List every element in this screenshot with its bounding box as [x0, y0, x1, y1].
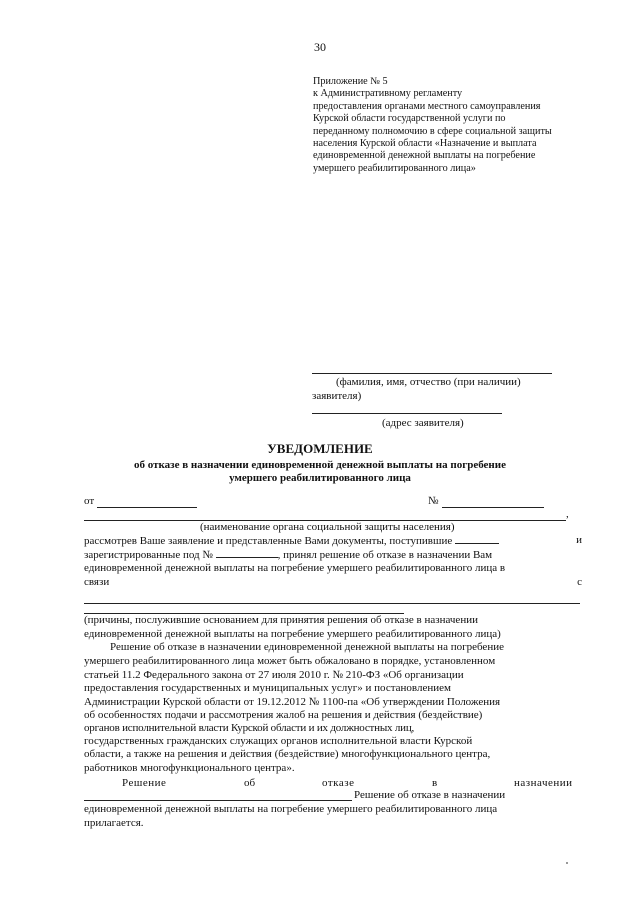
registration-number-blank [216, 548, 278, 558]
notice-subtitle-2: умершего реабилитированного лица [229, 472, 411, 484]
notice-title: УВЕДОМЛЕНИЕ [267, 441, 373, 456]
applicant-name-caption-2: заявителя) [312, 390, 362, 402]
decision-line: единовременной денежной выплаты на погребение умершего реабилитированного лица [84, 803, 498, 815]
scan-speck [566, 862, 568, 864]
appendix-line: Приложение № 5 [313, 76, 388, 87]
decision-word: в [432, 777, 438, 789]
appeal-line: Администрации Курской области от 19.12.2012 № 1100-па «Об утверждении Положения [84, 696, 501, 708]
paragraph-line: единовременной денежной выплаты на погребение умершего реабилитированного лица в [84, 562, 506, 574]
paragraph-line [84, 548, 584, 561]
applicant-address-caption: (адрес заявителя) [382, 417, 464, 429]
decision-word: назначении [514, 777, 573, 789]
text-segment: , принял решение об отказе в назначении Вам [277, 549, 493, 561]
appeal-line: об особенностях подачи и рассмотрения жалоб на решения и действия (бездействие) [84, 709, 483, 721]
appeal-line: государственных гражданских служащих органов исполнительной власти Курской [84, 735, 473, 747]
org-name-caption: (наименование органа социальной защиты населения) [200, 521, 455, 533]
appeal-line: статьей 11.2 Федерального закона от 27 июля 2010 г. № 210-ФЗ «Об организации [84, 669, 464, 681]
appendix-line: к Административному регламенту [313, 88, 463, 100]
decision-line: прилагается. [84, 817, 144, 829]
applicant-address-line [312, 413, 502, 414]
appendix-line: умершего реабилитированного лица» [313, 162, 476, 174]
text-segment: зарегистрированные под № [84, 549, 213, 561]
org-line-comma: , [566, 508, 569, 520]
number-line [442, 507, 544, 508]
text-segment: и [576, 534, 582, 546]
appendix-line: населения Курской области «Назначение и выплата [313, 138, 537, 150]
decision-line: Решение об отказе в назначении [354, 789, 506, 801]
decision-word: об [244, 777, 256, 789]
appeal-line: области, а также на решения и действия (бездействие) многофункционального центра, [84, 748, 491, 760]
notice-subtitle: об отказе в назначении единовременной денежной выплаты на погребение [134, 459, 506, 471]
number-label: № [428, 495, 439, 507]
decision-word: отказе [322, 777, 355, 789]
applicant-name-line [312, 373, 552, 374]
appeal-line: умершего реабилитированного лица может быть обжаловано в порядке, установленном [84, 655, 496, 667]
paragraph-line [84, 534, 584, 547]
page-number: 30 [314, 40, 326, 54]
appeal-line: работников многофункционального центра». [84, 762, 295, 774]
appendix-line: Курской области государственной услуги по [313, 113, 506, 125]
paragraph-line [84, 576, 584, 588]
appendix-block [313, 76, 552, 175]
text-segment: рассмотрев Ваше заявление и представленные Вами документы, поступившие [84, 535, 453, 547]
reasons-caption: (причины, послужившие основанием для принятия решения об отказе в назначении [84, 614, 478, 626]
from-label: от [84, 495, 95, 507]
appeal-line: Решение об отказе в назначении единовременной денежной выплаты на погребение [110, 641, 504, 653]
text-segment: с [577, 576, 582, 588]
received-date-blank [455, 534, 499, 544]
appeal-line: предоставления государственных и муниципальных услуг» и постановлением [84, 682, 451, 694]
appeal-line: органов исполнительной власти Курской области и их должностных лиц, [84, 722, 415, 734]
applicant-name-caption: (фамилия, имя, отчество (при наличии) [336, 376, 521, 388]
decision-blank-line [84, 800, 352, 801]
decision-word: Решение [122, 777, 167, 789]
text-segment: связи [84, 576, 110, 588]
appendix-line: переданному полномочию в сфере социальной защиты [313, 125, 552, 137]
reason-line [84, 603, 580, 604]
appendix-line: предоставления органами местного самоуправления [313, 100, 541, 112]
appendix-line: единовременной денежной выплаты на погребение [313, 150, 536, 162]
reasons-caption-2: единовременной денежной выплаты на погребение умершего реабилитированного лица) [84, 628, 501, 640]
from-date-line [97, 507, 197, 508]
